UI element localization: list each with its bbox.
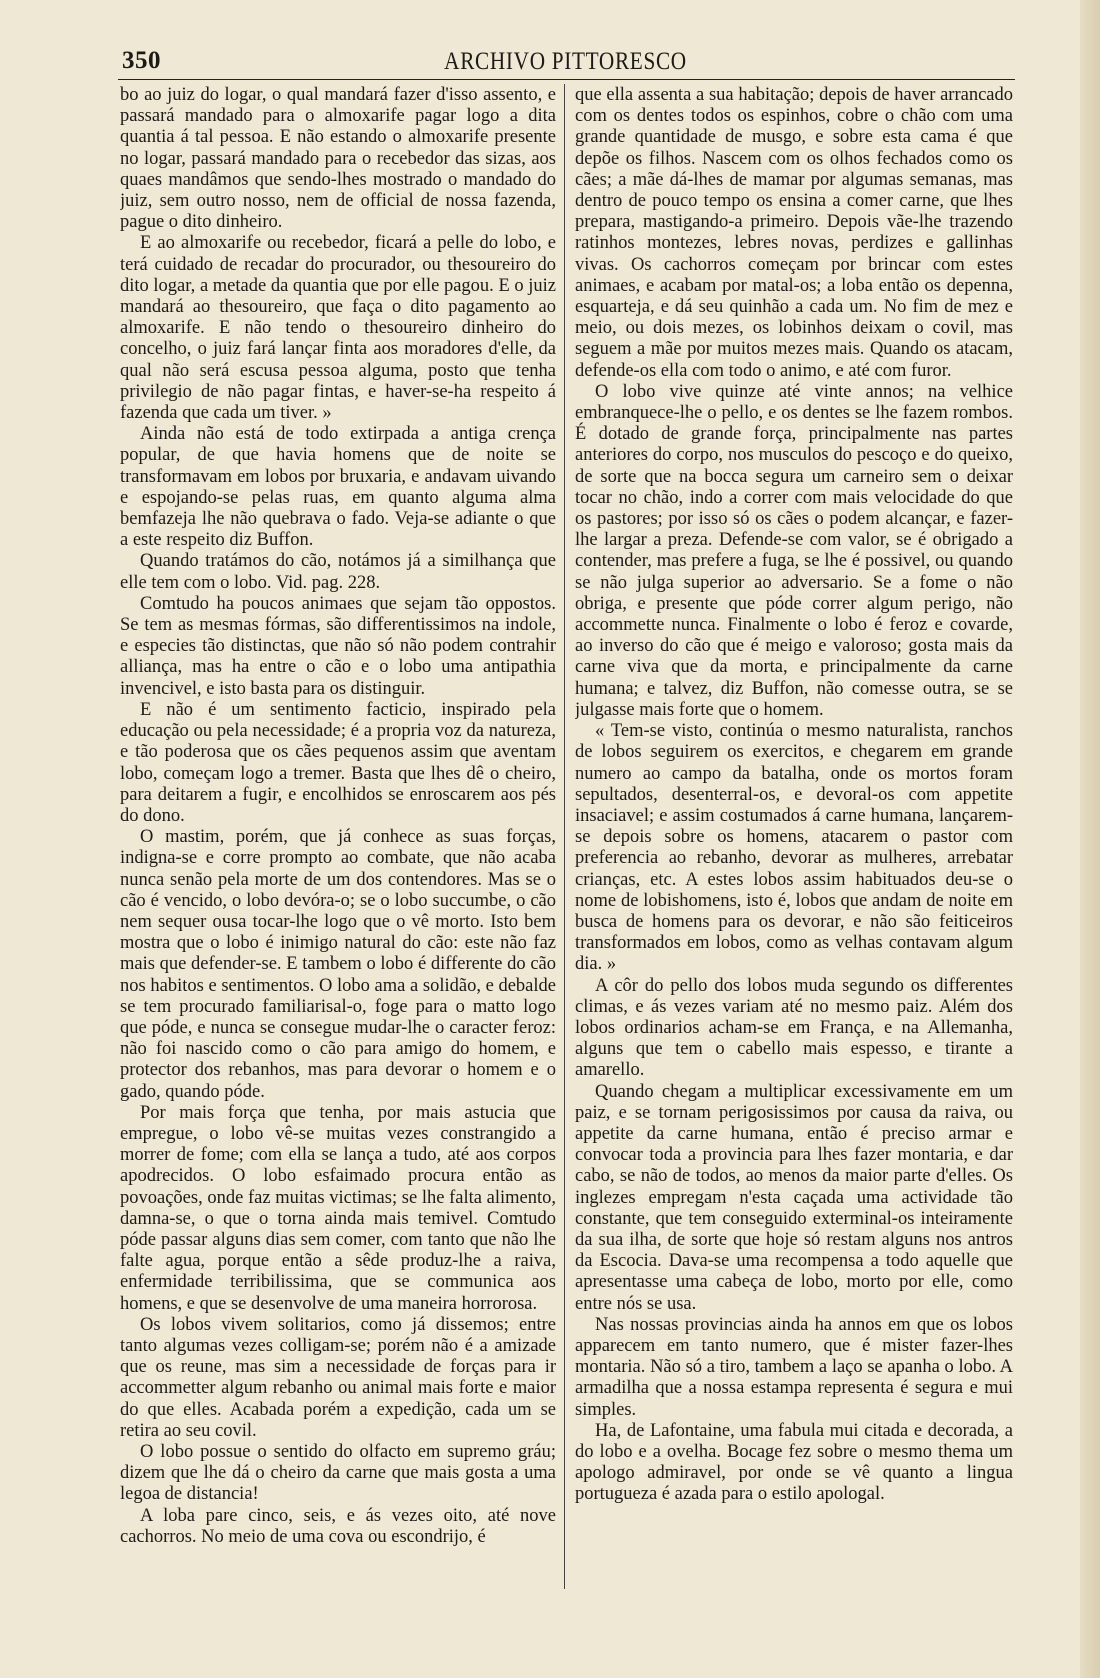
column-divider: [564, 84, 565, 1589]
paragraph: que ella assenta a sua habitação; depois de haver arrancado com os dentes todos os espinhos, cobre o chão com uma grande quantidade de musgo, e sobre esta cama é que depõe os filhos. Nascem com os olhos fechados como os cães; a mãe dá-lhes de mamar por algumas semanas, mas dentro de pouco tempo os ensina a comer carne, que lhes prepara, mastigando-a primeiro. Depois vãe-lhe trazendo ratinhos montezes, lebres novas, perdizes e gallinhas vivas. Os cachorros começam por brincar com estes animaes, e acabam por matal-os; a loba então os depenna, esquarteja, e dá seu quinhão a cada um. No fim de mez e meio, ou dois mezes, os lobinhos deixam o covil, mas seguem a mãe por muitos mezes mais. Quando os atacam, defende-os ella com todo o animo, e até com furor.: [575, 85, 1013, 381]
paragraph: O mastim, porém, que já conhece as suas forças, indigna-se e corre prompto ao combate, que não acaba nunca senão pela morte de um dos contendores. Mas se o cão é vencido, o lobo devóra-o; se o lobo succumbe, o cão nem sequer ousa tocar-lhe logo que o vê morto. Isto bem mostra que o lobo é inimigo natural do cão: este não faz mais que defender-se. E tambem o lobo é differente do cão nos habitos e sentimentos. O lobo ama a solidão, e debalde se tem procurado familiarisal-o, foge para o matto logo que póde, e nunca se consegue mudar-lhe o caracter feroz: não foi nascido como o cão para amigo do homem, e protector dos rebanhos, mas para devorar o homem e o gado, quando póde.: [120, 827, 556, 1102]
paragraph: Nas nossas provincias ainda ha annos em que os lobos apparecem em tanto numero, que é mister fazer-lhes montaria. Não só a tiro, tambem a laço se apanha o lobo. A armadilha que a nossa estampa representa é segura e mui simples.: [575, 1314, 1013, 1420]
paragraph: A côr do pello dos lobos muda segundo os differentes climas, e ás vezes variam até no mesmo paiz. Além dos lobos ordinarios acham-se em França, e na Allemanha, alguns que tem o cabello mais espesso, e tirante a amarello.: [575, 975, 1013, 1081]
paragraph: Os lobos vivem solitarios, como já dissemos; entre tanto algumas vezes colligam-se; porém não é a amizade que os reune, mas sim a necessidade de forças para ir accommetter algum rebanho ou animal mais forte e maior do que elles. Acabada porém a expedição, cada um se retira ao seu covil.: [120, 1314, 556, 1441]
paragraph: O lobo vive quinze até vinte annos; na velhice embranquece-lhe o pello, e os dentes se lhe fazem rombos. É dotado de grande força, principalmente nas partes anteriores do corpo, nos musculos do pescoço e do queixo, de sorte que na bocca segura um carneiro sem o deixar tocar no chão, indo a correr com mais velocidade do que os pastores; por isso só os cães o podem alcançar, e fazer-lhe largar a preza. Defende-se com valor, se é obrigado a contender, mas prefere a fuga, se lhe é possivel, ou quando se não julga superior ao adversario. Se a fome o não obriga, e presente que póde correr algum perigo, não accommette nunca. Finalmente o lobo é feroz e covarde, ao inverso do cão que é meigo e valoroso; gosta mais da carne viva que da morta, e principalmente da carne humana; e talvez, diz Buffon, não comesse outra, se se julgasse mais forte que o homem.: [575, 381, 1013, 720]
paragraph: E ao almoxarife ou recebedor, ficará a pelle do lobo, e terá cuidado de recadar do procurador, ou thesoureiro do dito logar, a metade da quantia que por elle pagou. E o juiz mandará ao thesoureiro, que faça o dito pagamento ao almoxarife. E não tendo o thesoureiro dinheiro do concelho, o juiz fará lançar finta aos moradores d'elle, da qual não será escusa pessoa alguma, posto que tenha privilegio de não pagar fintas, e haver-se-ha respeito á fazenda que cada um tiver. »: [120, 233, 556, 424]
right-column: [575, 85, 1013, 1595]
paragraph: « Tem-se visto, continúa o mesmo naturalista, ranchos de lobos seguirem os exercitos, e chegarem em grande numero ao campo da batalha, onde os mortos foram sepultados, desenterral-os, e devoral-os com appetite insaciavel; e assim costumados á carne humana, lançarem-se depois sobre os homens, atacarem o pastor com preferencia ao rebanho, devorar as mulheres, arrebatar crianças, etc. A estes lobos assim habituados deu-se o nome de lobishomens, isto é, lobos que andam de noite em busca de homens para os devorar, e não são feiticeiros transformados em lobos, como as velhas contavam algum dia. »: [575, 721, 1013, 975]
paragraph: O lobo possue o sentido do olfacto em supremo gráu; dizem que lhe dá o cheiro da carne que mais gosta a uma legoa de distancia!: [120, 1442, 556, 1505]
page-number: 350: [122, 47, 161, 74]
paragraph: Ainda não está de todo extirpada a antiga crença popular, de que havia homens que de noite se transformavam em lobos por bruxaria, e andavam uivando e espojando-se pelas ruas, em quanto alguma alma bemfazeja lhe não quebrava o fado. Veja-se adiante o que a este respeito diz Buffon.: [120, 424, 556, 551]
header-rule: [118, 79, 1015, 80]
paragraph: Comtudo ha poucos animaes que sejam tão oppostos. Se tem as mesmas fórmas, são differentissimos na indole, e especies tão distinctas, que não só não podem contrahir alliança, mas ha entre o cão e o lobo uma antipathia invencivel, e isto basta para os distinguir.: [120, 593, 556, 699]
running-title: ARCHIVO PITTORESCO: [444, 48, 687, 75]
paragraph: Por mais força que tenha, por mais astucia que empregue, o lobo vê-se muitas vezes constrangido a morrer de fome; com ella se lança a tudo, até aos corpos apodrecidos. O lobo esfaimado procura então as povoações, onde faz muitas victimas; se lhe falta alimento, damna-se, o que o torna ainda mais temivel. Comtudo póde passar alguns dias sem comer, com tanto que não lhe falte agua, porque então a sêde produz-lhe a raiva, enfermidade terribilissima, que se communica aos homens, e que se desenvolve de uma maneira horrorosa.: [120, 1102, 556, 1314]
paragraph: Quando tratámos do cão, notámos já a similhança que elle tem com o lobo. Vid. pag. 228.: [120, 551, 556, 593]
page-edge: [1080, 0, 1100, 1678]
page-header: [118, 44, 1013, 78]
paragraph: A loba pare cinco, seis, e ás vezes oito, até nove cachorros. No meio de uma cova ou escondrijo, é: [120, 1505, 556, 1547]
paragraph: Quando chegam a multiplicar excessivamente em um paiz, e se tornam perigosissimos por causa da raiva, ou appetite da carne humana, então é preciso armar e convocar toda a provincia para lhes fazer montaria, e dar cabo, se não de todos, ao menos da maior parte d'elles. Os inglezes empregam n'esta caçada uma actividade tão constante, que tem conseguido exterminal-os inteiramente da sua ilha, de sorte que hoje só restam alguns nos antros da Escocia. Dava-se uma recompensa a todo aquelle que apresentasse uma cabeça de lobo, morto por elle, como entre nós se usa.: [575, 1081, 1013, 1314]
paragraph: E não é um sentimento facticio, inspirado pela educação ou pela necessidade; é a propria voz da natureza, e tão poderosa que os cães pequenos assim que aventam lobo, começam logo a tremer. Basta que lhes dê o cheiro, para deitarem a fugir, e encolhidos se enroscarem aos pés do dono.: [120, 699, 556, 826]
paragraph: Ha, de Lafontaine, uma fabula mui citada e decorada, a do lobo e a ovelha. Bocage fez sobre o mesmo thema um apologo admiravel, por onde se vê quanto a lingua portugueza é azada para o estilo apologal.: [575, 1420, 1013, 1505]
left-column: [120, 85, 556, 1595]
paragraph: bo ao juiz do logar, o qual mandará fazer d'isso assento, e passará mandado para o almoxarife pagar logo a dita quantia á tal pessoa. E não estando o almoxarife presente no logar, passará mandado para o recebedor das sizas, aos quaes mandâmos que sendo-lhes mostrado o mandado do juiz, sem outro nosso, nem de official de nossa fazenda, pague o dito dinheiro.: [120, 85, 556, 233]
